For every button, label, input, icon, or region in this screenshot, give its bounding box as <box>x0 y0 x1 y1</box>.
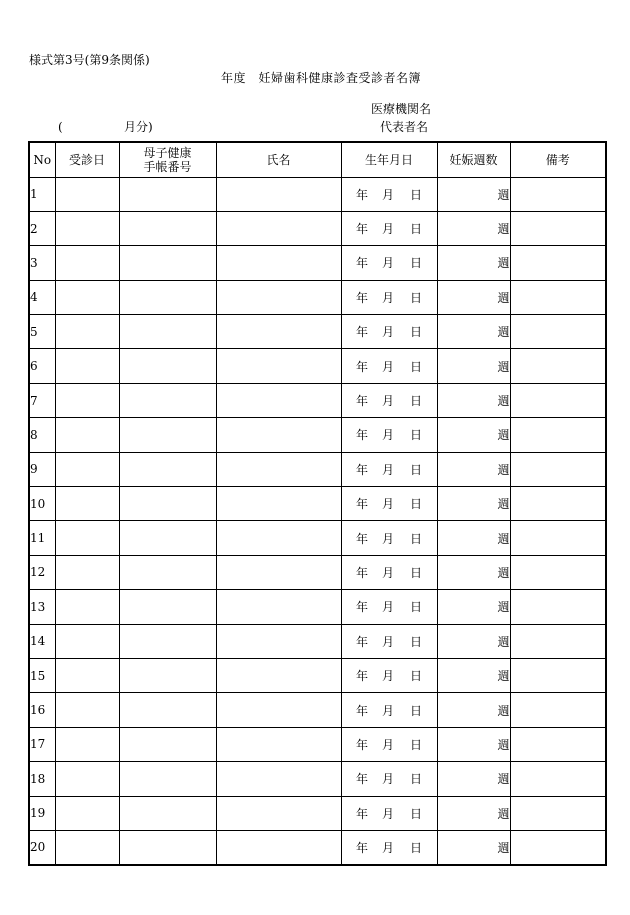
day-unit: 日 <box>410 256 423 271</box>
month-unit: 月 <box>381 256 394 271</box>
row-number: 10 <box>29 487 55 521</box>
representative-name-label: 代表者名 <box>380 120 429 134</box>
month-unit: 月 <box>381 428 394 443</box>
birthdate-cell[interactable] <box>341 211 437 245</box>
day-unit: 日 <box>410 428 423 443</box>
name-cell[interactable] <box>216 211 341 245</box>
handbook-number-cell[interactable] <box>119 762 216 796</box>
document-title: 年度 妊婦歯科健康診査受診者名簿 <box>221 71 422 85</box>
row-number: 18 <box>29 762 55 796</box>
exam-date-cell[interactable] <box>55 487 119 521</box>
handbook-number-cell[interactable] <box>119 658 216 692</box>
week-unit: 週 <box>497 531 510 546</box>
month-unit: 月 <box>381 497 394 512</box>
day-unit: 日 <box>410 737 423 752</box>
month-label: 月分) <box>124 120 153 134</box>
table-row <box>29 315 606 349</box>
table-row <box>29 658 606 692</box>
week-unit: 週 <box>497 497 510 512</box>
day-unit: 日 <box>410 840 423 855</box>
exam-date-cell[interactable] <box>55 796 119 830</box>
name-cell[interactable] <box>216 727 341 761</box>
day-unit: 日 <box>410 497 423 512</box>
pregnancy-weeks-cell[interactable] <box>437 315 510 349</box>
col-exam-date-header: 受診日 <box>55 142 119 177</box>
table-row <box>29 452 606 486</box>
handbook-number-cell[interactable] <box>119 315 216 349</box>
col-remarks-header: 備考 <box>510 142 606 177</box>
birthdate-cell[interactable] <box>341 280 437 314</box>
month-unit: 月 <box>381 600 394 615</box>
row-number: 2 <box>29 211 55 245</box>
table-row <box>29 246 606 280</box>
year-unit: 年 <box>355 737 368 752</box>
year-unit: 年 <box>355 703 368 718</box>
handbook-header-line1: 母子健康 <box>143 145 192 160</box>
row-number: 14 <box>29 624 55 658</box>
table-row <box>29 280 606 314</box>
exam-date-cell[interactable] <box>55 280 119 314</box>
name-cell[interactable] <box>216 452 341 486</box>
remarks-cell[interactable] <box>510 315 606 349</box>
exam-date-cell[interactable] <box>55 658 119 692</box>
row-number: 13 <box>29 590 55 624</box>
day-unit: 日 <box>410 600 423 615</box>
remarks-cell[interactable] <box>510 658 606 692</box>
week-unit: 週 <box>497 737 510 752</box>
handbook-number-cell[interactable] <box>119 830 216 864</box>
week-unit: 週 <box>497 222 510 237</box>
week-unit: 週 <box>497 669 510 684</box>
year-unit: 年 <box>355 806 368 821</box>
table-row <box>29 796 606 830</box>
handbook-number-cell[interactable] <box>119 693 216 727</box>
week-unit: 週 <box>497 634 510 649</box>
day-unit: 日 <box>410 462 423 477</box>
exam-date-cell[interactable] <box>55 383 119 417</box>
name-cell[interactable] <box>216 762 341 796</box>
year-unit: 年 <box>355 256 368 271</box>
day-unit: 日 <box>410 772 423 787</box>
pregnancy-weeks-cell[interactable] <box>437 658 510 692</box>
table-row <box>29 555 606 589</box>
year-unit: 年 <box>355 359 368 374</box>
year-unit: 年 <box>355 394 368 409</box>
pregnancy-weeks-cell[interactable] <box>437 624 510 658</box>
birthdate-cell[interactable] <box>341 452 437 486</box>
birthdate-cell[interactable] <box>341 418 437 452</box>
table-row <box>29 830 606 864</box>
row-number: 20 <box>29 830 55 864</box>
row-number: 4 <box>29 280 55 314</box>
year-unit: 年 <box>355 772 368 787</box>
month-unit: 月 <box>381 772 394 787</box>
birthdate-cell[interactable] <box>341 590 437 624</box>
week-unit: 週 <box>497 325 510 340</box>
year-unit: 年 <box>355 290 368 305</box>
name-cell[interactable] <box>216 280 341 314</box>
week-unit: 週 <box>497 428 510 443</box>
remarks-cell[interactable] <box>510 487 606 521</box>
week-unit: 週 <box>497 256 510 271</box>
pregnancy-weeks-cell[interactable] <box>437 418 510 452</box>
col-name-header: 氏名 <box>216 142 341 177</box>
handbook-number-cell[interactable] <box>119 590 216 624</box>
pregnancy-weeks-cell[interactable] <box>437 796 510 830</box>
handbook-number-cell[interactable] <box>119 796 216 830</box>
table-row <box>29 487 606 521</box>
birthdate-cell[interactable] <box>341 555 437 589</box>
table-row <box>29 349 606 383</box>
year-unit: 年 <box>355 325 368 340</box>
birthdate-cell[interactable] <box>341 315 437 349</box>
birthdate-cell[interactable] <box>341 693 437 727</box>
week-unit: 週 <box>497 187 510 202</box>
week-unit: 週 <box>497 462 510 477</box>
birthdate-cell[interactable] <box>341 177 437 211</box>
col-birthdate-header: 生年月日 <box>341 142 437 177</box>
handbook-header-line2: 手帳番号 <box>143 159 192 174</box>
pregnancy-weeks-cell[interactable] <box>437 521 510 555</box>
year-unit: 年 <box>355 634 368 649</box>
row-number: 15 <box>29 658 55 692</box>
remarks-cell[interactable] <box>510 452 606 486</box>
birthdate-cell[interactable] <box>341 521 437 555</box>
table-row <box>29 727 606 761</box>
pregnancy-weeks-cell[interactable] <box>437 727 510 761</box>
pregnancy-weeks-cell[interactable] <box>437 452 510 486</box>
birthdate-cell[interactable] <box>341 487 437 521</box>
birthdate-cell[interactable] <box>341 658 437 692</box>
pregnancy-weeks-cell[interactable] <box>437 830 510 864</box>
exam-date-cell[interactable] <box>55 418 119 452</box>
col-handbook-number-header <box>119 142 216 177</box>
birthdate-cell[interactable] <box>341 796 437 830</box>
exam-date-cell[interactable] <box>55 177 119 211</box>
table-row <box>29 624 606 658</box>
month-unit: 月 <box>381 531 394 546</box>
handbook-number-cell[interactable] <box>119 487 216 521</box>
handbook-number-cell[interactable] <box>119 246 216 280</box>
birthdate-cell[interactable] <box>341 624 437 658</box>
row-number: 3 <box>29 246 55 280</box>
exam-date-cell[interactable] <box>55 211 119 245</box>
day-unit: 日 <box>410 290 423 305</box>
week-unit: 週 <box>497 600 510 615</box>
birthdate-cell[interactable] <box>341 727 437 761</box>
month-unit: 月 <box>381 634 394 649</box>
day-unit: 日 <box>410 669 423 684</box>
exam-date-cell[interactable] <box>55 315 119 349</box>
handbook-number-cell[interactable] <box>119 177 216 211</box>
birthdate-cell[interactable] <box>341 383 437 417</box>
remarks-cell[interactable] <box>510 383 606 417</box>
year-unit: 年 <box>355 531 368 546</box>
handbook-number-cell[interactable] <box>119 280 216 314</box>
exam-date-cell[interactable] <box>55 555 119 589</box>
remarks-cell[interactable] <box>510 590 606 624</box>
exam-date-cell[interactable] <box>55 727 119 761</box>
row-number: 5 <box>29 315 55 349</box>
name-cell[interactable] <box>216 555 341 589</box>
pregnancy-weeks-cell[interactable] <box>437 762 510 796</box>
row-number: 6 <box>29 349 55 383</box>
row-number: 16 <box>29 693 55 727</box>
handbook-number-cell[interactable] <box>119 624 216 658</box>
day-unit: 日 <box>410 806 423 821</box>
week-unit: 週 <box>497 565 510 580</box>
month-unit: 月 <box>381 840 394 855</box>
name-cell[interactable] <box>216 658 341 692</box>
month-unit: 月 <box>381 325 394 340</box>
year-unit: 年 <box>355 187 368 202</box>
day-unit: 日 <box>410 703 423 718</box>
table-row <box>29 521 606 555</box>
pregnancy-weeks-cell[interactable] <box>437 555 510 589</box>
handbook-number-cell[interactable] <box>119 211 216 245</box>
month-unit: 月 <box>381 462 394 477</box>
row-number: 1 <box>29 177 55 211</box>
name-cell[interactable] <box>216 796 341 830</box>
table-row <box>29 177 606 211</box>
table-row <box>29 383 606 417</box>
exam-date-cell[interactable] <box>55 590 119 624</box>
year-unit: 年 <box>355 840 368 855</box>
name-cell[interactable] <box>216 177 341 211</box>
year-unit: 年 <box>355 462 368 477</box>
birthdate-cell[interactable] <box>341 349 437 383</box>
remarks-cell[interactable] <box>510 177 606 211</box>
examinee-roster-table <box>28 141 607 866</box>
col-pregnancy-weeks-header: 妊娠週数 <box>437 142 510 177</box>
day-unit: 日 <box>410 359 423 374</box>
remarks-cell[interactable] <box>510 693 606 727</box>
row-number: 9 <box>29 452 55 486</box>
month-unit: 月 <box>381 737 394 752</box>
month-unit: 月 <box>381 394 394 409</box>
birthdate-cell[interactable] <box>341 762 437 796</box>
day-unit: 日 <box>410 565 423 580</box>
year-unit: 年 <box>355 222 368 237</box>
name-cell[interactable] <box>216 624 341 658</box>
name-cell[interactable] <box>216 246 341 280</box>
handbook-number-cell[interactable] <box>119 555 216 589</box>
pregnancy-weeks-cell[interactable] <box>437 177 510 211</box>
remarks-cell[interactable] <box>510 624 606 658</box>
exam-date-cell[interactable] <box>55 830 119 864</box>
month-unit: 月 <box>381 669 394 684</box>
month-unit: 月 <box>381 187 394 202</box>
exam-date-cell[interactable] <box>55 452 119 486</box>
remarks-cell[interactable] <box>510 796 606 830</box>
pregnancy-weeks-cell[interactable] <box>437 280 510 314</box>
remarks-cell[interactable] <box>510 418 606 452</box>
day-unit: 日 <box>410 531 423 546</box>
day-unit: 日 <box>410 222 423 237</box>
name-cell[interactable] <box>216 693 341 727</box>
remarks-cell[interactable] <box>510 246 606 280</box>
header-row <box>29 142 606 177</box>
remarks-cell[interactable] <box>510 727 606 761</box>
remarks-cell[interactable] <box>510 211 606 245</box>
month-unit: 月 <box>381 703 394 718</box>
week-unit: 週 <box>497 703 510 718</box>
exam-date-cell[interactable] <box>55 246 119 280</box>
exam-date-cell[interactable] <box>55 521 119 555</box>
table-row <box>29 693 606 727</box>
handbook-number-cell[interactable] <box>119 521 216 555</box>
remarks-cell[interactable] <box>510 280 606 314</box>
year-unit: 年 <box>355 565 368 580</box>
row-number: 11 <box>29 521 55 555</box>
name-cell[interactable] <box>216 590 341 624</box>
handbook-number-cell[interactable] <box>119 452 216 486</box>
handbook-number-cell[interactable] <box>119 727 216 761</box>
day-unit: 日 <box>410 394 423 409</box>
table-row <box>29 418 606 452</box>
year-unit: 年 <box>355 497 368 512</box>
exam-date-cell[interactable] <box>55 762 119 796</box>
week-unit: 週 <box>497 806 510 821</box>
name-cell[interactable] <box>216 521 341 555</box>
row-number: 7 <box>29 383 55 417</box>
pregnancy-weeks-cell[interactable] <box>437 349 510 383</box>
month-unit: 月 <box>381 359 394 374</box>
month-paren-open: ( <box>58 120 63 134</box>
pregnancy-weeks-cell[interactable] <box>437 590 510 624</box>
institution-name-label: 医療機関名 <box>371 102 432 116</box>
pregnancy-weeks-cell[interactable] <box>437 246 510 280</box>
remarks-cell[interactable] <box>510 762 606 796</box>
day-unit: 日 <box>410 634 423 649</box>
exam-date-cell[interactable] <box>55 624 119 658</box>
month-unit: 月 <box>381 806 394 821</box>
week-unit: 週 <box>497 290 510 305</box>
handbook-number-cell[interactable] <box>119 349 216 383</box>
week-unit: 週 <box>497 394 510 409</box>
remarks-cell[interactable] <box>510 555 606 589</box>
handbook-number-cell[interactable] <box>119 383 216 417</box>
exam-date-cell[interactable] <box>55 349 119 383</box>
handbook-number-cell[interactable] <box>119 418 216 452</box>
exam-date-cell[interactable] <box>55 693 119 727</box>
table-row <box>29 211 606 245</box>
name-cell[interactable] <box>216 487 341 521</box>
name-cell[interactable] <box>216 315 341 349</box>
year-unit: 年 <box>355 600 368 615</box>
week-unit: 週 <box>497 359 510 374</box>
remarks-cell[interactable] <box>510 521 606 555</box>
year-unit: 年 <box>355 428 368 443</box>
row-number: 17 <box>29 727 55 761</box>
year-unit: 年 <box>355 669 368 684</box>
month-unit: 月 <box>381 222 394 237</box>
birthdate-cell[interactable] <box>341 830 437 864</box>
table-row <box>29 762 606 796</box>
pregnancy-weeks-cell[interactable] <box>437 383 510 417</box>
form-number: 様式第3号(第9条関係) <box>29 53 150 67</box>
row-number: 19 <box>29 796 55 830</box>
row-number: 8 <box>29 418 55 452</box>
col-no-header: No <box>29 142 55 177</box>
name-cell[interactable] <box>216 418 341 452</box>
day-unit: 日 <box>410 187 423 202</box>
week-unit: 週 <box>497 840 510 855</box>
remarks-cell[interactable] <box>510 349 606 383</box>
day-unit: 日 <box>410 325 423 340</box>
name-cell[interactable] <box>216 383 341 417</box>
name-cell[interactable] <box>216 349 341 383</box>
table-row <box>29 590 606 624</box>
remarks-cell[interactable] <box>510 830 606 864</box>
month-unit: 月 <box>381 565 394 580</box>
pregnancy-weeks-cell[interactable] <box>437 693 510 727</box>
week-unit: 週 <box>497 772 510 787</box>
name-cell[interactable] <box>216 830 341 864</box>
row-number: 12 <box>29 555 55 589</box>
pregnancy-weeks-cell[interactable] <box>437 211 510 245</box>
month-unit: 月 <box>381 290 394 305</box>
birthdate-cell[interactable] <box>341 246 437 280</box>
pregnancy-weeks-cell[interactable] <box>437 487 510 521</box>
